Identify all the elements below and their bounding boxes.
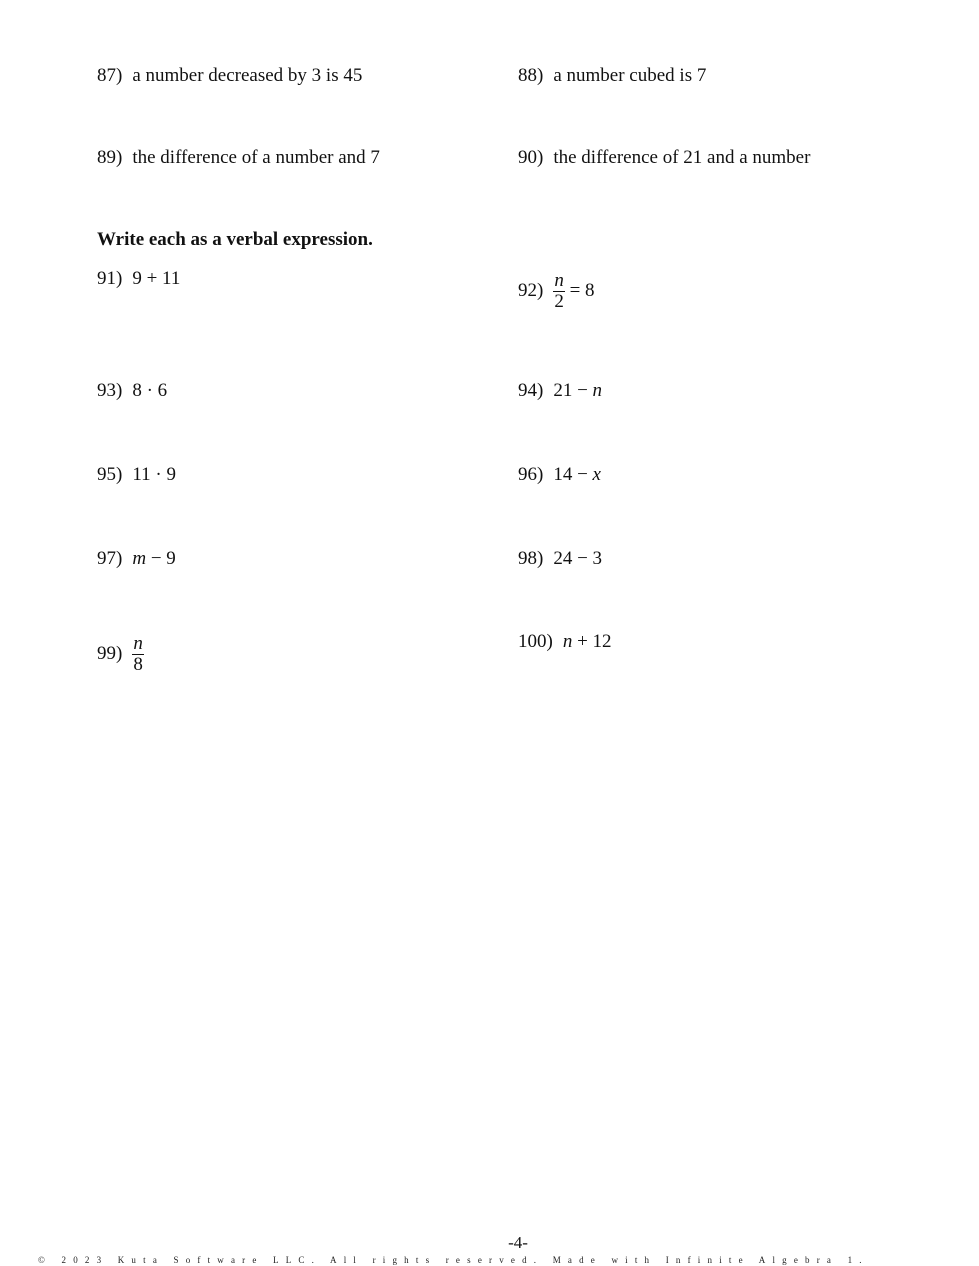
- problem-text: the difference of a number and 7: [132, 147, 380, 168]
- problem-number: 91): [97, 268, 123, 289]
- problem-number: 100): [518, 631, 553, 652]
- fraction: [553, 271, 565, 312]
- fraction: [132, 634, 144, 675]
- problem-number: 95): [97, 464, 123, 485]
- problem-99: [97, 634, 144, 675]
- section-heading: Write each as a verbal expression.: [97, 229, 373, 250]
- problem-number: 96): [518, 464, 544, 485]
- expression-rest: + 12: [577, 631, 612, 652]
- problem-87: [97, 65, 362, 87]
- problem-91: [97, 268, 180, 290]
- problem-100: [518, 631, 612, 653]
- variable: n: [592, 380, 603, 401]
- problem-number: 89): [97, 147, 123, 168]
- problem-98: [518, 548, 602, 570]
- problem-96: [518, 464, 601, 486]
- variable: x: [592, 464, 601, 485]
- expression-rest: − 9: [150, 548, 176, 569]
- problem-text: a number cubed is 7: [553, 65, 707, 86]
- variable: n: [562, 631, 573, 652]
- problem-text: a number decreased by 3 is 45: [132, 65, 363, 86]
- problem-95: [97, 464, 176, 486]
- problem-number: 87): [97, 65, 123, 86]
- copyright-footer: © 2023 Kuta Software LLC. All rights reserved. Made with Infinite Algebra 1.: [38, 1255, 869, 1265]
- problem-number: 99): [97, 642, 123, 664]
- problem-number: 92): [518, 279, 544, 301]
- problem-89: [97, 147, 380, 169]
- problem-93: [97, 380, 167, 402]
- problem-number: 93): [97, 380, 123, 401]
- problem-number: 97): [97, 548, 123, 569]
- problem-88: [518, 65, 706, 87]
- denominator: 8: [133, 654, 143, 675]
- problem-number: 94): [518, 380, 544, 401]
- problem-92: [518, 271, 595, 312]
- page-number: -4-: [508, 1233, 528, 1252]
- expression-const: 21 −: [553, 380, 588, 401]
- denominator: 2: [554, 291, 564, 312]
- expression: 11 · 9: [132, 464, 176, 485]
- problem-number: 98): [518, 548, 544, 569]
- problem-number: 88): [518, 65, 544, 86]
- numerator: n: [133, 633, 143, 654]
- problem-number: 90): [518, 147, 544, 168]
- expression-rest: = 8: [569, 279, 595, 301]
- numerator: n: [554, 270, 564, 291]
- problem-97: [97, 548, 176, 570]
- problem-94: [518, 380, 602, 402]
- expression: 24 − 3: [553, 548, 603, 569]
- problem-90: [518, 147, 810, 169]
- expression: 8 · 6: [132, 380, 168, 401]
- expression-const: 14 −: [553, 464, 588, 485]
- expression: 9 + 11: [132, 268, 181, 289]
- variable: m: [132, 548, 147, 569]
- problem-text: the difference of 21 and a number: [553, 147, 811, 168]
